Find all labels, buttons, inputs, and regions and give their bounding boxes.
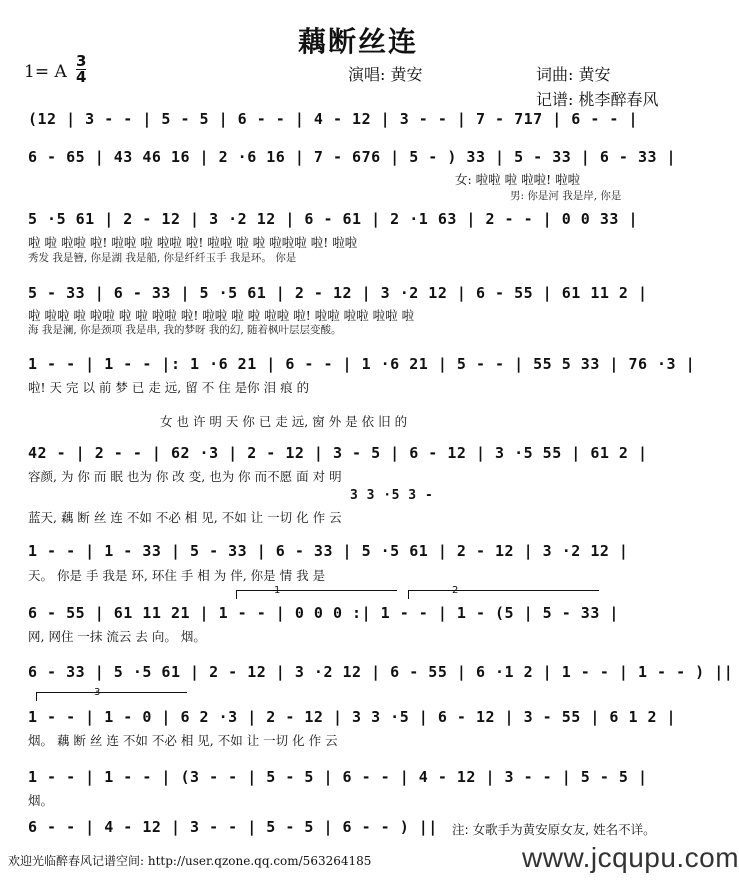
notation-row-2: 6 - 65 | 43 46 16 | 2 ·6 16 | 7 - 676 | 5 - ) 33 | 5 - 33 | 6 - 33 | [28,148,677,166]
transcriber-credit: 记谱: 桃李醉春风 [536,90,659,109]
lyrics-row-2: 女: 啦啦 啦 啦啦! 啦啦 [455,172,581,187]
third-ending-bracket [36,692,187,701]
composer-credit: 词曲: 黄安 [536,65,611,84]
notation-row-6: 42 - | 2 - - | 62 ·3 | 2 - 12 | 3 - 5 | 6 - 12 | 3 ·5 55 | 61 2 | [28,444,648,462]
lyrics-row-5b: 女 也 许 明 天 你 已 走 远, 窗 外 是 依 旧 的 [160,414,408,429]
lyrics-row-3: 啦 啦 啦啦 啦! 啦啦 啦 啦啦 啦! 啦啦 啦 啦 啦啦啦 啦! 啦啦 [28,235,358,250]
notation-row-1: (12 | 3 - - | 5 - 5 | 6 - - | 4 - 12 | 3 - - | 7 - 717 | 6 - - | [28,110,638,128]
notation-row-8: 6 - 55 | 61 11 21 | 1 - - | 0 0 0 :| 1 - - | 1 - (5 | 5 - 33 | [28,604,619,622]
lyrics-row-4-male: 海 我是澜, 你是颈项 我是串, 我的梦呀 我的幻, 随着枫叶层层变酸。 [28,324,342,336]
notation-row-5: 1 - - | 1 - - |: 1 ·6 21 | 6 - - | 1 ·6 21 | 5 - - | 55 5 33 | 76 ·3 | [28,355,696,373]
lyrics-row-10: 烟。 藕 断 丝 连 不如 不必 相 见, 不如 让 一切 化 作 云 [28,733,338,748]
lyrics-row-4: 啦 啦啦 啦 啦啦 啦 啦 啦啦 啦! 啦啦 啦 啦 啦啦 啦! 啦啦 啦啦 啦啦 啦 [28,308,415,323]
time-signature [76,52,87,86]
third-ending-number: 3 [94,687,101,698]
footnote: 注: 女歌手为黄安原女友, 姓名不详。 [452,822,656,837]
first-ending-number: 1 [274,585,281,596]
lyrics-row-6b: 蓝天, 藕 断 丝 连 不如 不必 相 见, 不如 让 一切 化 作 云 [28,510,342,525]
lyrics-row-2-male: 男: 你是河 我是岸, 你是 [510,190,622,202]
notation-row-4: 5 - 33 | 6 - 33 | 5 ·5 61 | 2 - 12 | 3 ·2 12 | 6 - 55 | 61 11 2 | [28,284,648,302]
second-ending-number: 2 [452,585,459,596]
second-ending-bracket [408,590,599,599]
key-signature: 1= A [24,62,67,82]
lyrics-row-3-male: 秀发 我是簪, 你是湖 我是船, 你是纤纤玉手 我是环。 你是 [28,252,297,264]
time-bottom: 4 [76,68,87,86]
lyrics-row-6: 容颜, 为 你 而 眠 也为 你 改 变, 也为 你 而不愿 面 对 明 [28,469,342,484]
lyrics-row-11: 烟。 [28,793,54,808]
lyrics-row-7: 天。 你是 手 我是 环, 环住 手 相 为 伴, 你是 情 我 是 [28,568,326,583]
lyrics-row-5: 啦! 天 完 以 前 梦 已 走 远, 留 不 住 是你 泪 痕 的 [28,380,310,395]
lyrics-row-8: 网, 网住 一抹 流云 去 向。 烟。 [28,629,206,644]
notation-row-3: 5 ·5 61 | 2 - 12 | 3 ·2 12 | 6 - 61 | 2 ·1 63 | 2 - - | 0 0 33 | [28,210,638,228]
singer-credit: 演唱: 黄安 [348,65,423,84]
notation-row-6b: 3 3 ·5 3 - [350,488,434,503]
notation-row-10: 1 - - | 1 - 0 | 6 2 ·3 | 2 - 12 | 3 3 ·5 | 6 - 12 | 3 - 55 | 6 1 2 | [28,708,677,726]
watermark: www.jcqupu.com [522,842,739,873]
first-ending-bracket [236,590,397,599]
notation-row-7: 1 - - | 1 - 33 | 5 - 33 | 6 - 33 | 5 ·5 61 | 2 - 12 | 3 ·2 12 | [28,542,629,560]
notation-row-11: 1 - - | 1 - - | (3 - - | 5 - 5 | 6 - - | 4 - 12 | 3 - - | 5 - 5 | [28,768,648,786]
notation-row-12: 6 - - | 4 - 12 | 3 - - | 5 - 5 | 6 - - ) || [28,818,438,836]
time-top: 3 [76,52,87,70]
song-title: 藕断丝连 [297,25,418,58]
footer-link-text: 欢迎光临醉春风记谱空间: http://user.qzone.qq.com/563264185 [8,854,372,868]
notation-row-9: 6 - 33 | 5 ·5 61 | 2 - 12 | 3 ·2 12 | 6 - 55 | 6 ·1 2 | 1 - - | 1 - - ) || [28,663,734,681]
